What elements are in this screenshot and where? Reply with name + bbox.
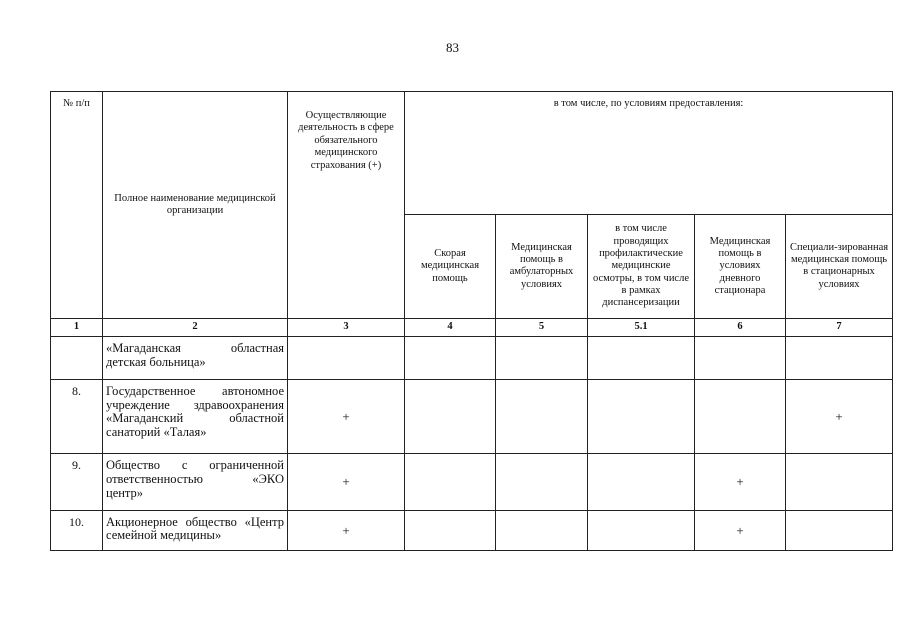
mark-preventive (588, 379, 695, 453)
table-row (51, 379, 893, 453)
row-number: 9. (51, 454, 103, 510)
header-preventive: в том числе проводящих профилактические медицинские осмотры, в том числе в рамках диспансеризации (588, 214, 695, 319)
mark-preventive (588, 336, 695, 379)
org-name-line: семейной медицины» (106, 528, 222, 543)
table-row (51, 454, 893, 510)
mark-outpatient (496, 510, 588, 550)
col-number-2: 2 (103, 319, 288, 336)
org-name-line: Общество с ограниченной (106, 458, 284, 473)
col-number-3: 3 (288, 319, 405, 336)
header-org-name: Полное наименование медицинской организации (103, 92, 288, 319)
org-name (103, 336, 288, 379)
header-outpatient: Медицинская помощь в амбулаторных условиях (496, 214, 588, 319)
mark-emergency (405, 379, 496, 453)
mark-day-hospital: + (695, 454, 786, 510)
col-number-7: 7 (786, 319, 893, 336)
mark-day-hospital (695, 336, 786, 379)
mark-outpatient (496, 454, 588, 510)
org-name-line: центр» (106, 485, 144, 500)
row-number: 10. (51, 510, 103, 550)
mark-emergency (405, 336, 496, 379)
org-name (103, 510, 288, 550)
org-name-line: «Магаданская областная (106, 340, 284, 355)
mark-preventive (588, 454, 695, 510)
mark-specialized (786, 510, 893, 550)
mark-preventive (588, 510, 695, 550)
org-name (103, 454, 288, 510)
org-name-line: детская больница» (106, 354, 206, 369)
mark-emergency (405, 510, 496, 550)
col-number-6: 6 (695, 319, 786, 336)
org-name-line: Государственное автономное (106, 383, 284, 398)
mark-day-hospital (695, 379, 786, 453)
col-number-4: 4 (405, 319, 496, 336)
org-name-line: санаторий «Талая» (106, 425, 207, 440)
col-number-5: 5 (496, 319, 588, 336)
org-name-line: «Магаданский областной (106, 411, 284, 426)
header-day-hospital: Медицинская помощь в условиях дневного стационара (695, 214, 786, 319)
mark-oms: + (288, 379, 405, 453)
header-num: № п/п (51, 92, 103, 319)
header-conditions-group: в том числе, по условиям предоставления: (405, 92, 893, 215)
mark-oms (288, 336, 405, 379)
col-number-1: 1 (51, 319, 103, 336)
row-number (51, 336, 103, 379)
page-number: 83 (446, 40, 459, 55)
col-number-5-1: 5.1 (588, 319, 695, 336)
header-specialized: Специали-зированная медицинская помощь в стационарных условиях (786, 214, 893, 319)
mark-outpatient (496, 379, 588, 453)
mark-oms: + (288, 454, 405, 510)
mark-emergency (405, 454, 496, 510)
table-row (51, 510, 893, 550)
table-row (51, 336, 893, 379)
mark-oms: + (288, 510, 405, 550)
mark-specialized: + (786, 379, 893, 453)
org-name-line: ответственностью «ЭКО (106, 472, 284, 487)
row-number: 8. (51, 379, 103, 453)
header-oms: Осуществляющие деятельность в сфере обязательного медицинского страхования (+) (288, 92, 405, 319)
mark-specialized (786, 336, 893, 379)
mark-outpatient (496, 336, 588, 379)
org-name (103, 379, 288, 453)
mark-day-hospital: + (695, 510, 786, 550)
org-name-line: учреждение здравоохранения (106, 397, 284, 412)
mark-specialized (786, 454, 893, 510)
org-name-line: Акционерное общество «Центр (106, 514, 284, 529)
organizations-table (50, 91, 893, 551)
header-emergency: Скорая медицинская помощь (405, 214, 496, 319)
